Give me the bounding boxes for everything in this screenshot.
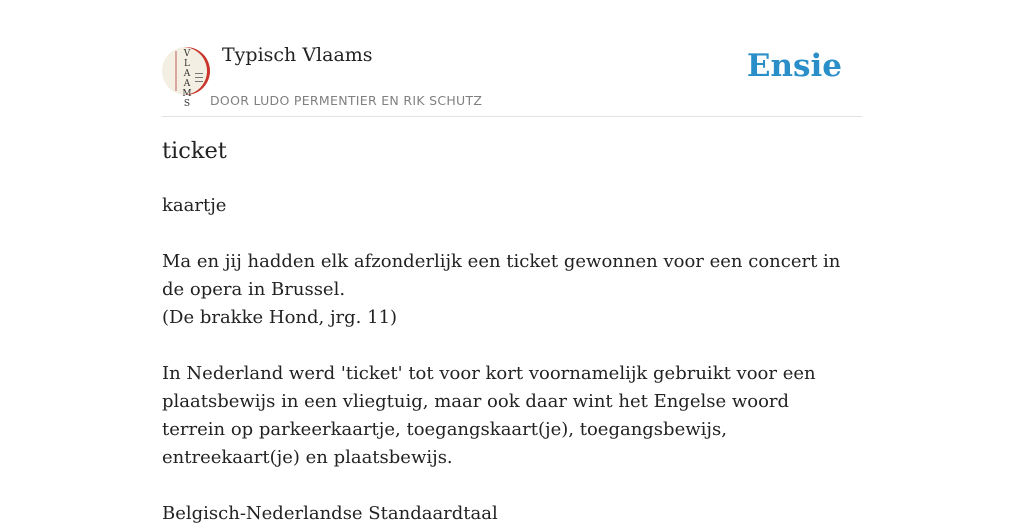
entry-source: (De brakke Hond, jrg. 11) xyxy=(162,307,398,328)
entry-explanation: In Nederland werd 'ticket' tot voor kort voornamelijk gebruikt voor een plaatsbewijs in een vliegtuig, maar ook daar wint het Engelse woord terrein op parkeerkaartje, toegangskaart(je), toegangsbewijs, entreekaart(je) en plaatsbewijs. xyxy=(162,363,816,468)
logo-letter: M xyxy=(182,89,192,99)
logo-letter: S xyxy=(183,99,191,109)
book-title[interactable]: Typisch Vlaams xyxy=(222,44,373,66)
brand-logo-link[interactable]: Ensie xyxy=(746,48,842,84)
entry-label: Belgisch-Nederlandse Standaardtaal xyxy=(162,503,498,524)
book-cover-logo[interactable] xyxy=(162,47,210,109)
entry-definition: kaartje xyxy=(162,195,227,216)
entry-example: Ma en jij hadden elk afzonderlijk een ticket gewonnen voor een concert in de opera in Brussel. xyxy=(162,251,841,300)
logo-letter: L xyxy=(184,59,190,69)
book-authors: DOOR LUDO PERMENTIER EN RIK SCHUTZ xyxy=(210,93,483,108)
logo-letter: V xyxy=(183,49,191,59)
entry-term: ticket xyxy=(162,138,227,164)
logo-letter: A xyxy=(183,79,191,89)
header xyxy=(162,40,862,117)
entry-body xyxy=(162,192,852,528)
logo-text-lines xyxy=(195,73,203,85)
logo-letters xyxy=(182,49,192,109)
logo-stripe xyxy=(175,51,177,91)
logo-letter: A xyxy=(183,69,191,79)
